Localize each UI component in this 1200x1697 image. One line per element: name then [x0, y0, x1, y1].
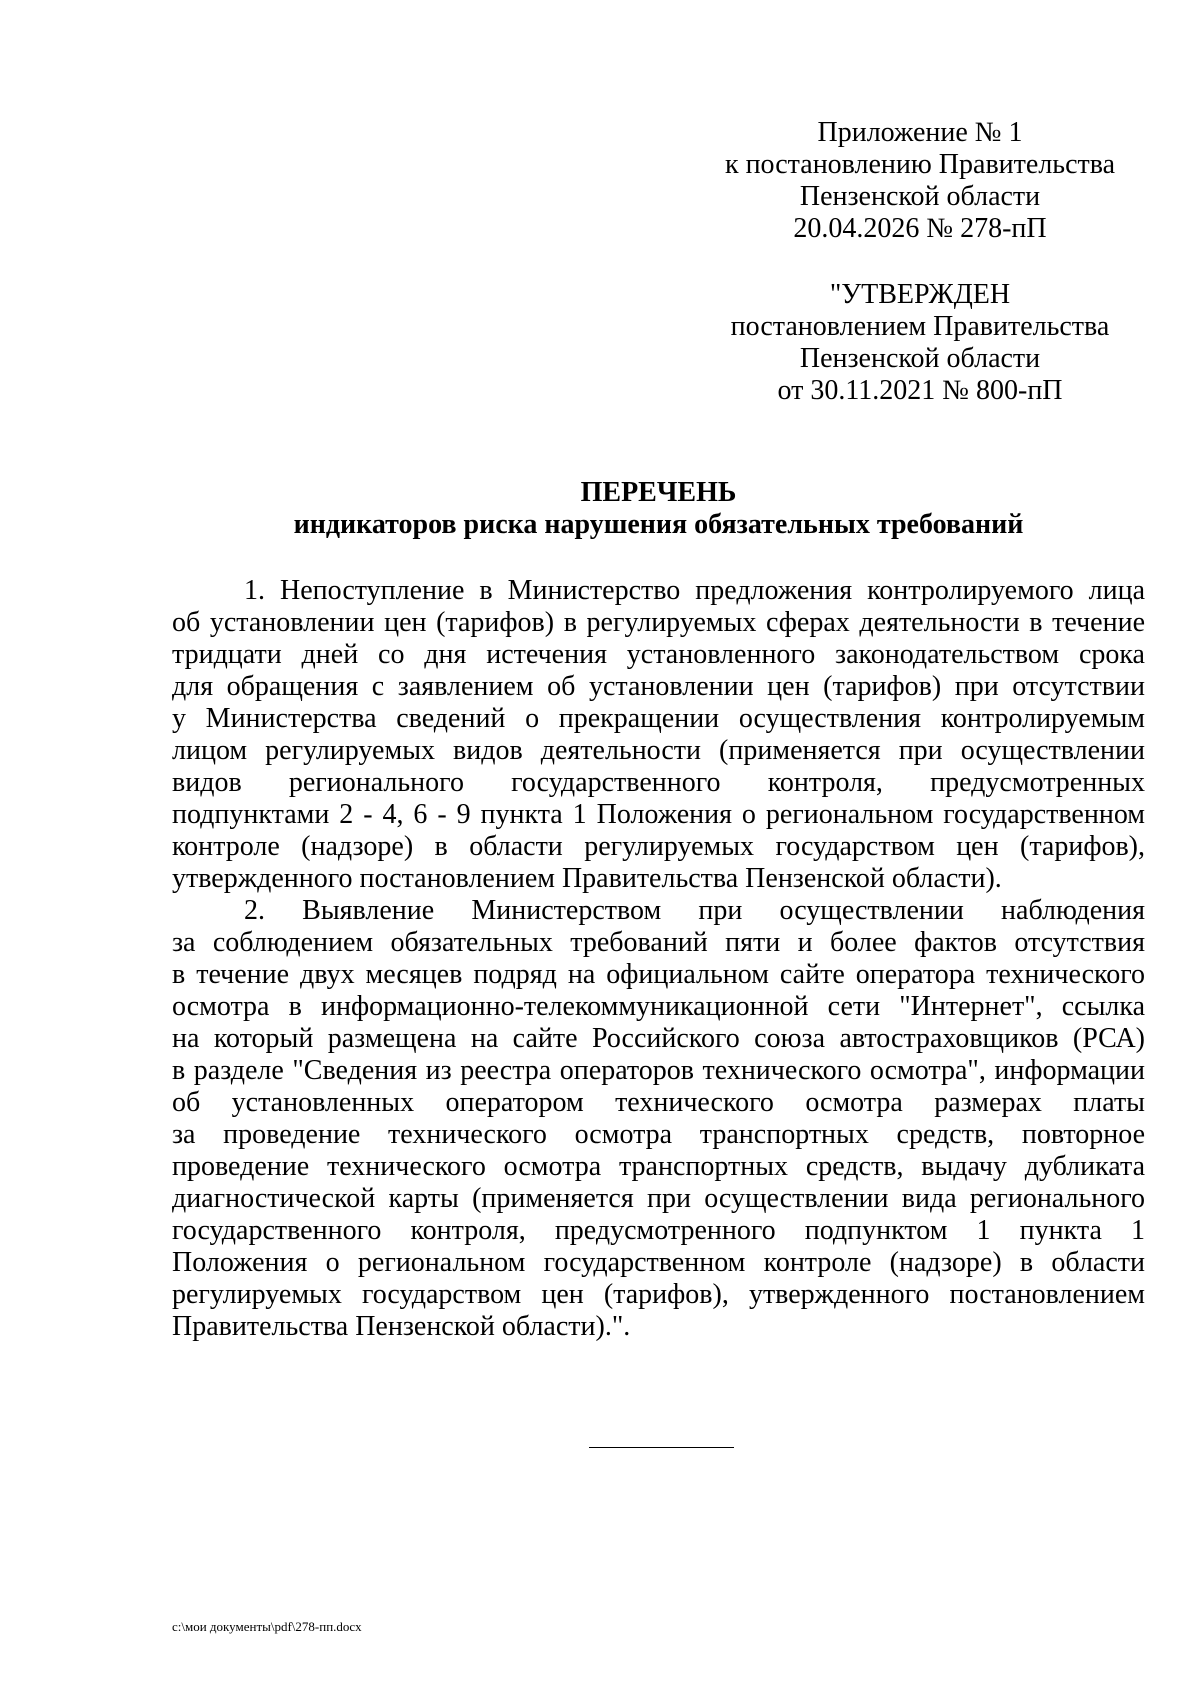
title-main: ПЕРЕЧЕНЬ: [580, 477, 737, 508]
approved-stamp: [700, 279, 1140, 407]
appendix-header: [700, 117, 1140, 245]
approved-line: Пензенской области: [799, 343, 1041, 374]
appendix-line: Пензенской области: [799, 181, 1041, 212]
paragraph-line: 2. Выявление Министерством при осуществлении наблюдения: [244, 895, 1145, 926]
paragraph-line: Положения о региональном государственном контроле (надзоре) в области: [172, 1247, 1145, 1278]
paragraph-line: Правительства Пензенской области).".: [172, 1311, 631, 1342]
appendix-line: к постановлению Правительства: [724, 149, 1116, 180]
paragraph-line: в разделе "Сведения из реестра операторов технического осмотра", информации: [172, 1055, 1145, 1086]
paragraph-2: [172, 895, 1145, 1343]
title-subtitle: индикаторов риска нарушения обязательных требований: [293, 509, 1024, 540]
document-title: [172, 477, 1145, 541]
paragraph-line: проведение технического осмотра транспортных средств, выдачу дубликата: [172, 1151, 1145, 1182]
paragraph-line: диагностической карты (применяется при осуществлении вида регионального: [172, 1183, 1145, 1214]
paragraph-line: утвержденного постановлением Правительства Пензенской области).: [172, 863, 1002, 894]
file-path-footer: c:\мои документы\pdf\278-пп.docx: [172, 1619, 362, 1634]
paragraph-line: контроле (надзоре) в области регулируемых государством цен (тарифов),: [172, 831, 1145, 862]
paragraph-line: регулируемых государством цен (тарифов), утвержденного постановлением: [172, 1279, 1145, 1310]
paragraph-line: подпунктами 2 - 4, 6 - 9 пункта 1 Положения о региональном государственном: [172, 799, 1145, 830]
paragraph-line: за соблюдением обязательных требований пяти и более фактов отсутствия: [172, 927, 1145, 958]
paragraph-line: видов регионального государственного контроля, предусмотренных: [172, 767, 1145, 798]
paragraph-line: за проведение технического осмотра транспортных средств, повторное: [172, 1119, 1145, 1150]
paragraph-line: тридцати дней со дня истечения установленного законодательством срока: [172, 639, 1145, 670]
paragraph-line: 1. Непоступление в Министерство предложения контролируемого лица: [244, 575, 1145, 606]
paragraph-1: [172, 575, 1145, 895]
paragraph-line: на который размещена на сайте Российского союза автостраховщиков (РСА): [172, 1023, 1145, 1054]
appendix-date-number: 20.04.2026 № 278-пП: [793, 213, 1047, 244]
paragraph-line: осмотра в информационно-телекоммуникационной сети "Интернет", ссылка: [172, 991, 1145, 1022]
paragraph-line: для обращения с заявлением об установлении цен (тарифов) при отсутствии: [172, 671, 1145, 702]
approved-line: "УТВЕРЖДЕН: [829, 279, 1011, 310]
approved-date-number: от 30.11.2021 № 800-пП: [777, 375, 1063, 406]
end-separator-line: [589, 1447, 734, 1448]
approved-line: постановлением Правительства: [730, 311, 1110, 342]
paragraph-line: в течение двух месяцев подряд на официальном сайте оператора технического: [172, 959, 1145, 990]
appendix-line: Приложение № 1: [817, 117, 1023, 148]
paragraph-line: лицом регулируемых видов деятельности (применяется при осуществлении: [172, 735, 1145, 766]
paragraph-line: об установленных оператором технического осмотра размерах платы: [172, 1087, 1145, 1118]
document-body: [172, 575, 1145, 1343]
paragraph-line: об установлении цен (тарифов) в регулируемых сферах деятельности в течение: [172, 607, 1145, 638]
paragraph-line: государственного контроля, предусмотренного подпунктом 1 пункта 1: [172, 1215, 1145, 1246]
paragraph-line: у Министерства сведений о прекращении осуществления контролируемым: [172, 703, 1145, 734]
